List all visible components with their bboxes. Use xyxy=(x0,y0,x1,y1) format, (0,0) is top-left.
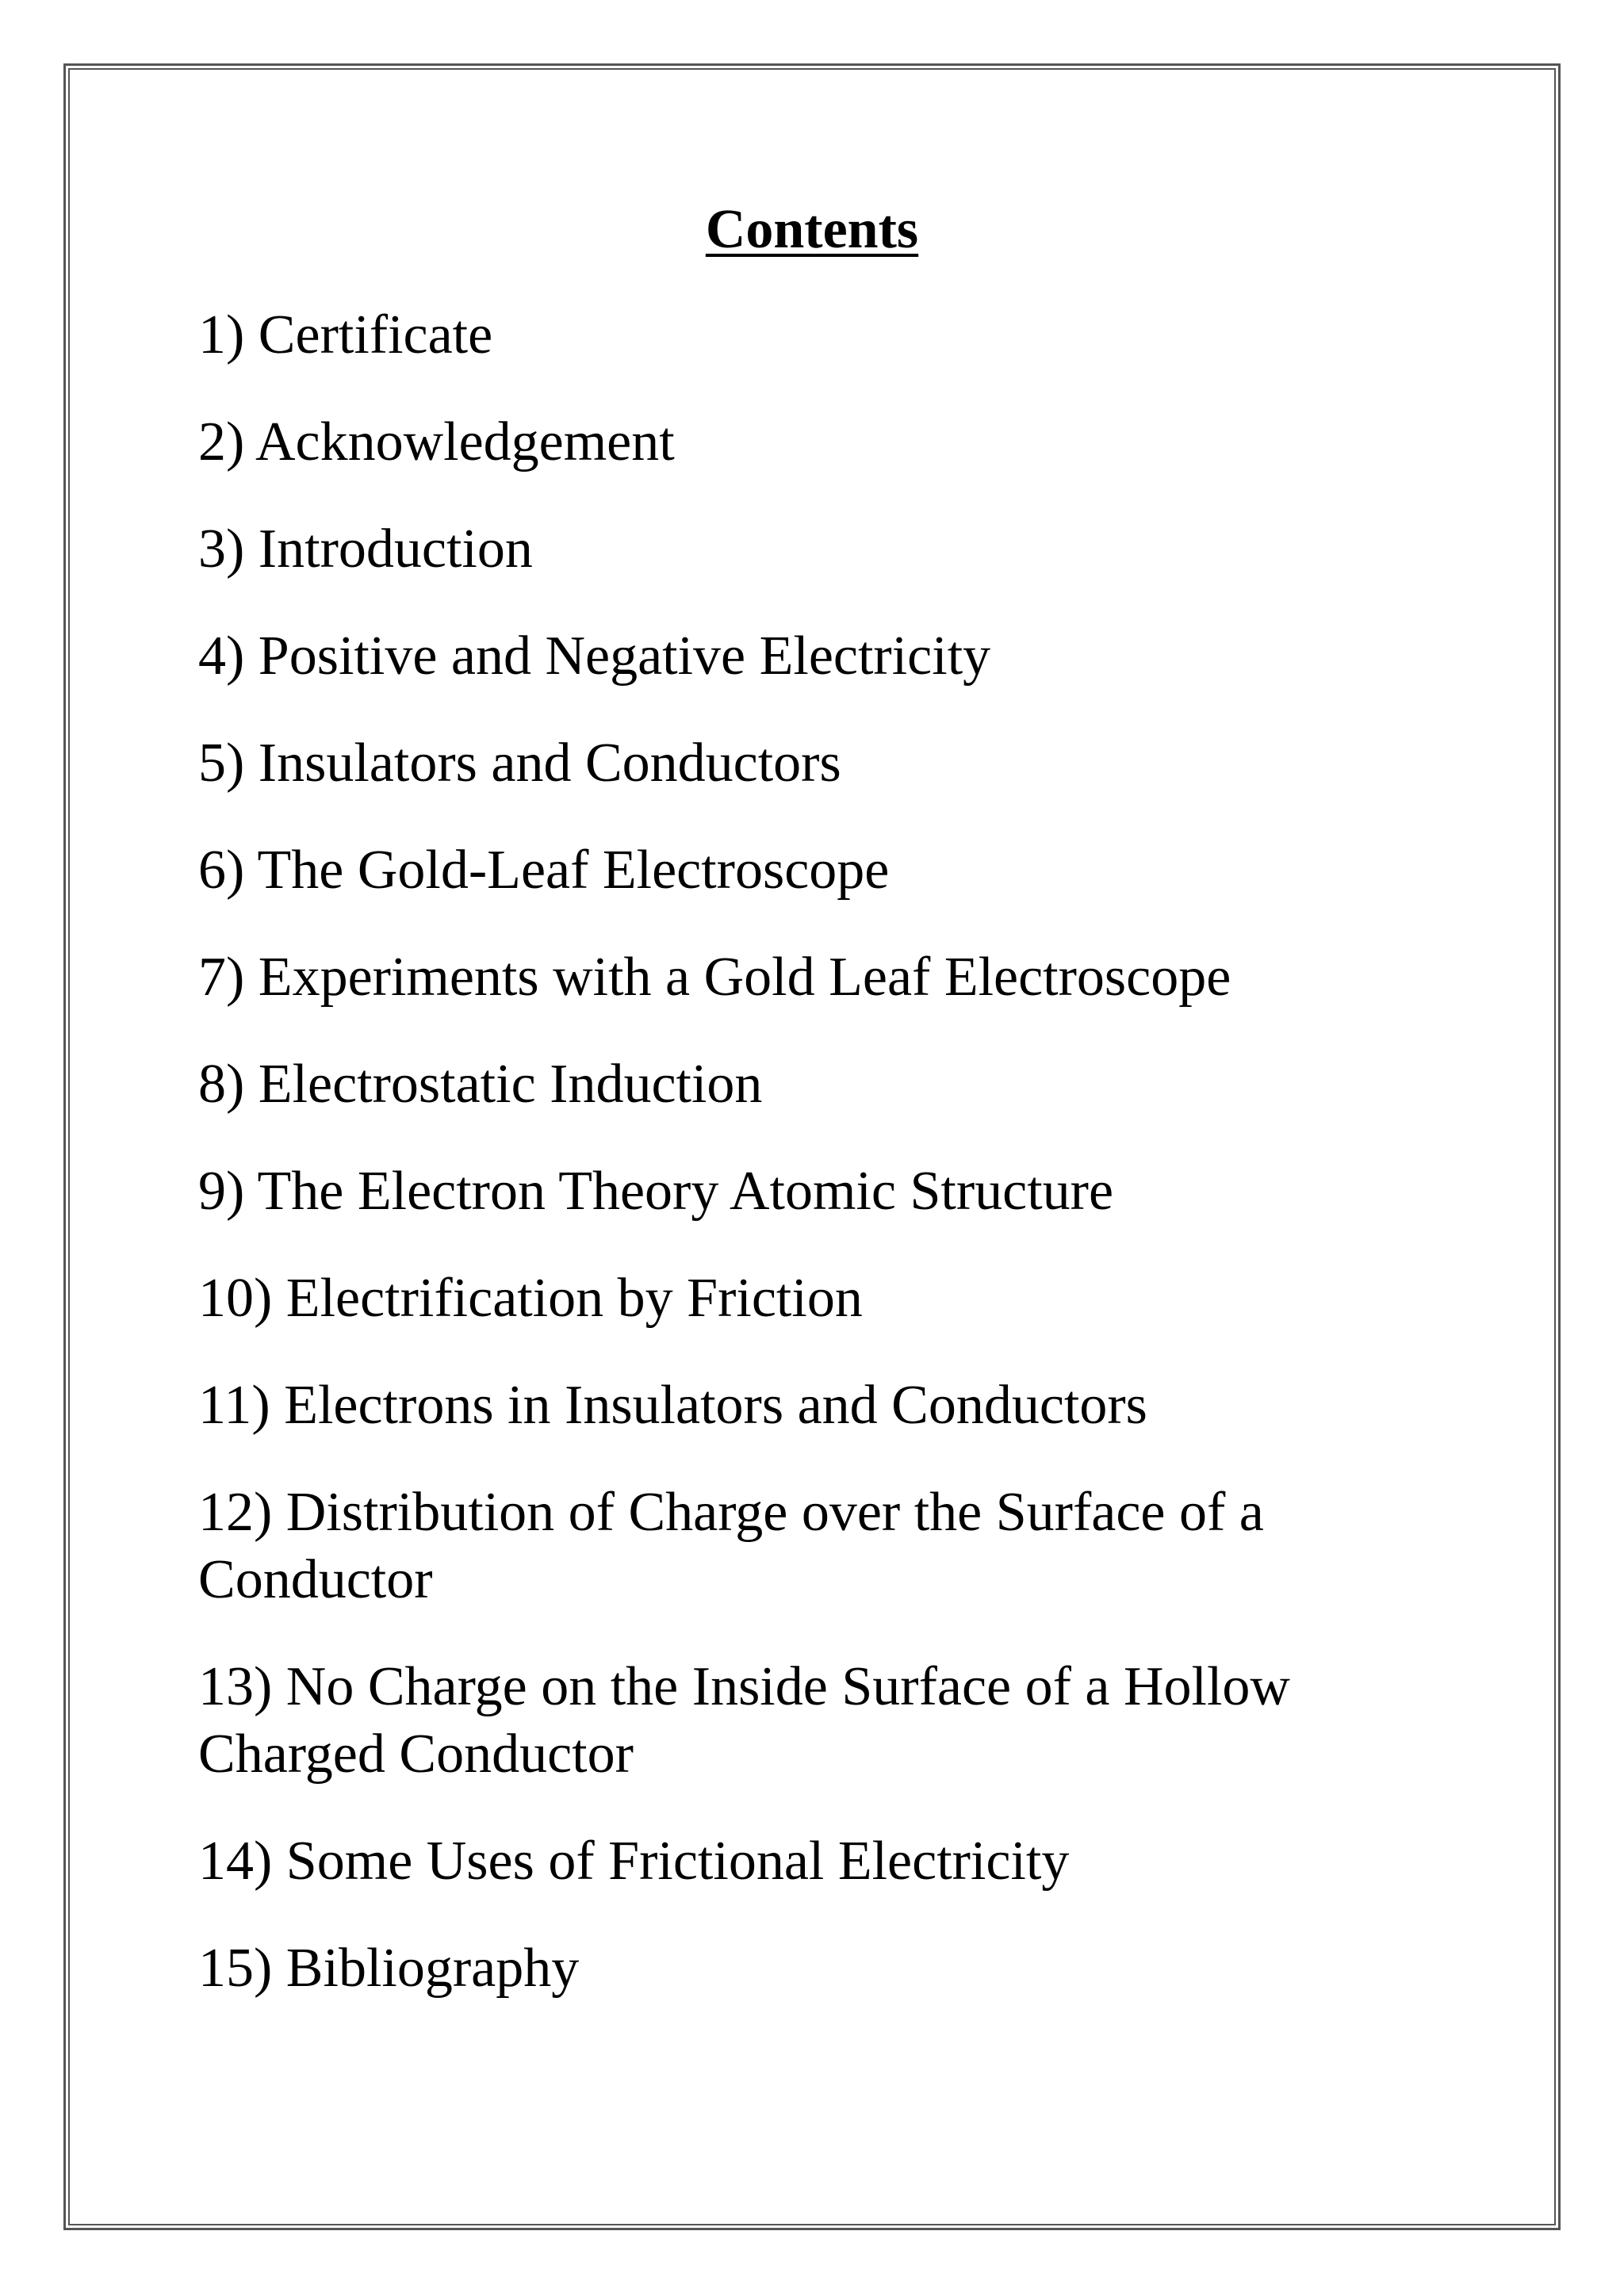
toc-item-electroscope-experiments: 7) Experiments with a Gold Leaf Electroscope xyxy=(198,947,1231,1008)
toc-item-bibliography: 15) Bibliography xyxy=(198,1938,580,1999)
toc-item-uses-of-frictional-electricity: 14) Some Uses of Frictional Electricity xyxy=(198,1831,1070,1892)
toc-item-insulators-conductors: 5) Insulators and Conductors xyxy=(198,733,841,794)
toc-item-electrons-in-insulators: 11) Electrons in Insulators and Conductors xyxy=(198,1375,1147,1436)
toc-item-hollow-conductor: 13) No Charge on the Inside Surface of a Hollow Charged Conductor xyxy=(198,1656,1290,1785)
toc-item-certificate: 1) Certificate xyxy=(198,304,493,365)
toc-item-acknowledgement: 2) Acknowledgement xyxy=(198,411,675,473)
toc-item-electron-theory: 9) The Electron Theory Atomic Structure xyxy=(198,1161,1114,1222)
toc-item-introduction: 3) Introduction xyxy=(198,519,533,580)
toc-item-positive-negative-electricity: 4) Positive and Negative Electricity xyxy=(198,626,991,687)
toc-item-electrification-by-friction: 10) Electrification by Friction xyxy=(198,1268,863,1329)
toc-item-electrostatic-induction: 8) Electrostatic Induction xyxy=(198,1054,763,1115)
page-title: Contents xyxy=(705,199,919,260)
table-of-contents xyxy=(198,301,1435,2042)
toc-item-charge-distribution: 12) Distribution of Charge over the Surface of a Conductor xyxy=(198,1482,1264,1610)
toc-item-gold-leaf-electroscope: 6) The Gold-Leaf Electroscope xyxy=(198,840,890,901)
